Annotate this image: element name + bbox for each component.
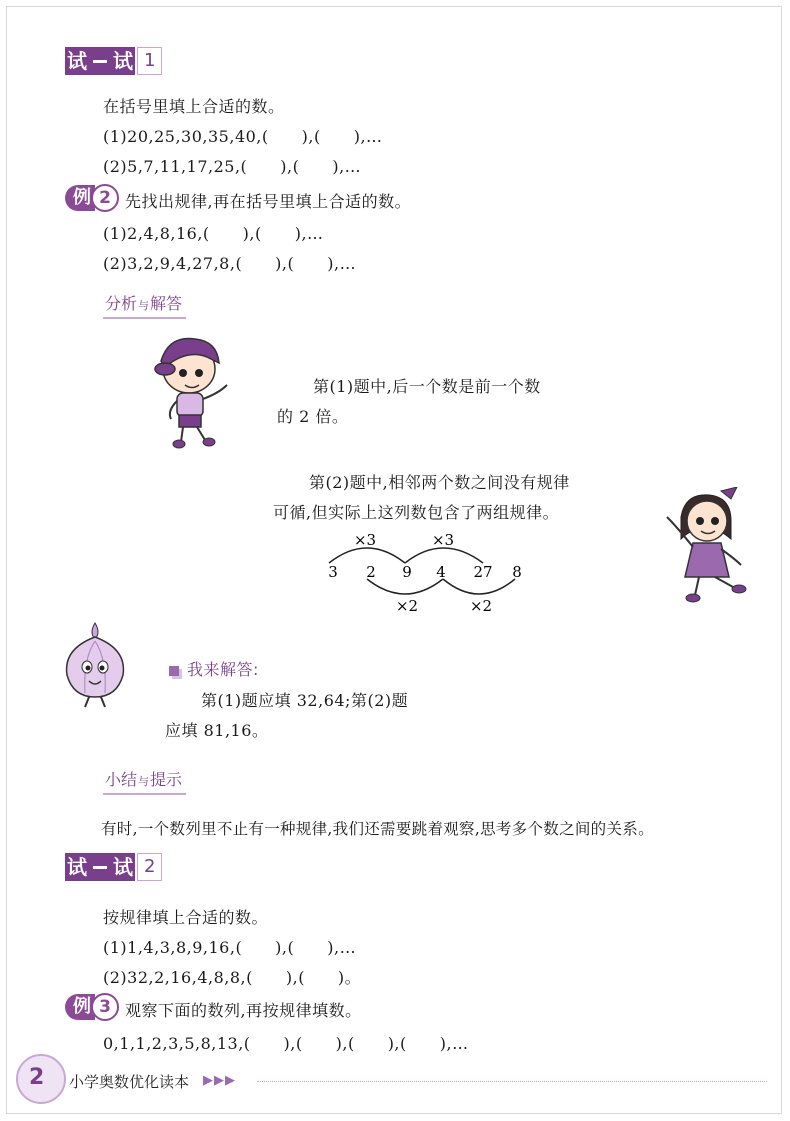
top-label-2: ×3: [431, 531, 455, 549]
page: [6, 6, 782, 1114]
seq-number-5: 27: [473, 563, 493, 581]
try2-number: 2: [137, 853, 162, 881]
boy-illustration: [147, 327, 237, 452]
seq-number-2: 2: [366, 563, 376, 581]
answer-line-2: 应填 81,16。: [165, 721, 269, 740]
example3-number: 3: [91, 993, 119, 1021]
try-label-b: 试: [113, 49, 133, 73]
book-title: 小学奥数优化读本: [69, 1073, 190, 1091]
top-label-1: ×3: [353, 531, 377, 549]
top-arc-2: [405, 548, 483, 563]
summary-heading-c: 提示: [150, 770, 183, 789]
try2-dash: [89, 853, 111, 881]
top-arc-1: [329, 548, 405, 563]
try1-instruction: 在括号里填上合适的数。: [103, 97, 285, 116]
analysis-heading-a: 分析: [105, 294, 138, 313]
answer-line-1: 第(1)题应填 32,64;第(2)题: [201, 691, 409, 710]
analysis-heading-c: 解答: [150, 294, 183, 313]
footer-arrows-icon: ▶▶▶: [203, 1073, 236, 1088]
answer-heading-text: 我来解答:: [187, 660, 259, 679]
try2-question-2: (2)32,2,16,4,8,8,( ),( )。: [103, 968, 362, 987]
summary-heading: [103, 767, 186, 795]
seq-number-1: 3: [328, 563, 338, 581]
analysis2-line-2: 可循,但实际上这列数包含了两组规律。: [273, 503, 560, 522]
onion-mascot-illustration: [55, 619, 135, 711]
seq-number-4: 4: [436, 563, 446, 581]
analysis2-line-1: 第(2)题中,相邻两个数之间没有规律: [309, 473, 570, 492]
bottom-label-1: ×2: [395, 597, 419, 615]
seq-number-3: 9: [402, 563, 412, 581]
try1-question-1: (1)20,25,30,35,40,( ),( ),…: [103, 127, 383, 146]
example2-prompt: 先找出规律,再在括号里填上合适的数。: [125, 192, 412, 211]
analysis1-line-2: 的 2 倍。: [277, 407, 349, 426]
square-bullet-icon: [169, 666, 179, 676]
example3-prompt: 观察下面的数列,再按规律填数。: [125, 1001, 362, 1020]
example-badge-3: [65, 993, 119, 1021]
analysis-heading-and: 与: [138, 299, 150, 312]
analysis1-line-1: 第(1)题中,后一个数是前一个数: [313, 377, 541, 396]
try-it-badge-1: [65, 47, 162, 75]
example-badge-2: [65, 184, 119, 212]
footer-divider: [257, 1081, 767, 1082]
try2-label-b: 试: [113, 855, 133, 879]
bottom-label-2: ×2: [469, 597, 493, 615]
page-number: 2: [29, 1065, 45, 1090]
summary-heading-a: 小结: [105, 770, 138, 789]
try2-instruction: 按规律填上合适的数。: [103, 908, 269, 927]
answer-heading: [169, 657, 259, 680]
example2-question-2: (2)3,2,9,4,27,8,( ),( ),…: [103, 254, 357, 273]
bottom-arc-1: [367, 579, 443, 594]
pattern-diagram: [307, 525, 537, 615]
analysis-heading: [103, 291, 186, 319]
try2-label-a: 试: [67, 855, 87, 879]
try-dash: [89, 47, 111, 75]
try-it-badge-2: [65, 853, 162, 881]
summary-heading-and: 与: [138, 775, 150, 788]
try-number: 1: [137, 47, 162, 75]
try1-question-2: (2)5,7,11,17,25,( ),( ),…: [103, 157, 362, 176]
example3-question: 0,1,1,2,3,5,8,13,( ),( ),( ),( ),…: [103, 1034, 469, 1053]
try2-question-1: (1)1,4,3,8,9,16,( ),( ),…: [103, 938, 357, 957]
bottom-arc-2: [443, 579, 515, 594]
example2-question-1: (1)2,4,8,16,( ),( ),…: [103, 224, 324, 243]
seq-number-6: 8: [512, 563, 522, 581]
example-label: 例: [65, 185, 95, 211]
summary-text: 有时,一个数列里不止有一种规律,我们还需要跳着观察,思考多个数之间的关系。: [101, 820, 654, 838]
example3-label: 例: [65, 994, 95, 1020]
example-number: 2: [91, 184, 119, 212]
try-label-a: 试: [67, 49, 87, 73]
girl-illustration: [657, 487, 757, 607]
